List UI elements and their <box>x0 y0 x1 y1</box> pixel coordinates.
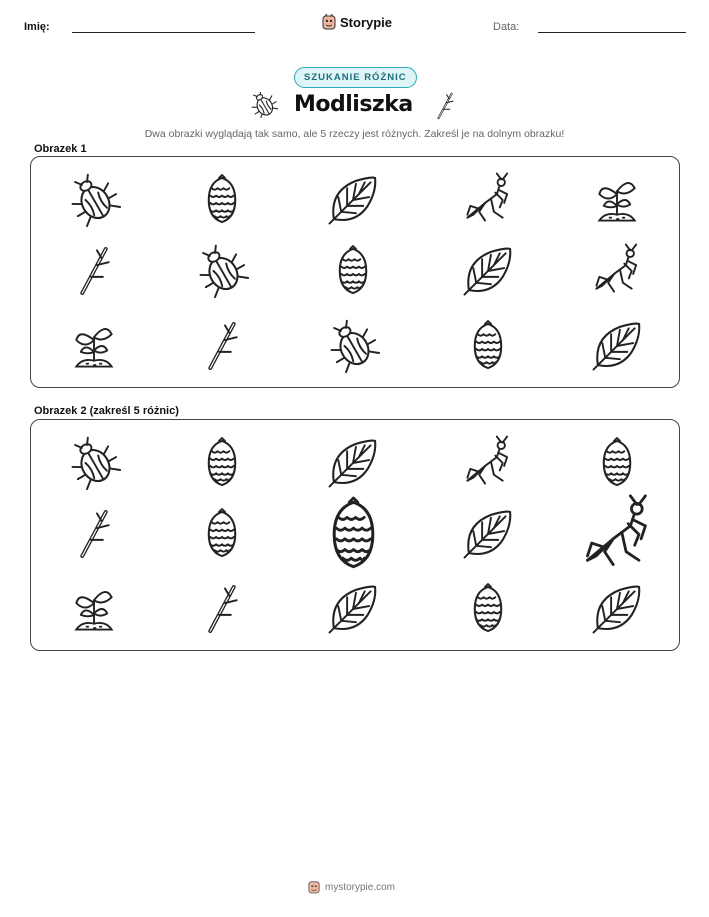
pinecone-icon[interactable] <box>317 498 390 571</box>
brand-name: Storypie <box>340 14 393 30</box>
twig-icon <box>69 246 119 296</box>
picture2-label: Obrazek 2 (zakreśl 5 różnic) <box>34 405 179 417</box>
sprout-icon <box>592 175 642 225</box>
mantis-icon[interactable] <box>463 438 513 488</box>
instructions: Dwa obrazki wyglądają tak samo, ale 5 rzeczy jest różnych. Zakreśl je na dolnym obrazku! <box>144 128 565 140</box>
beetle-icon <box>69 175 119 225</box>
sprout-icon <box>69 321 119 371</box>
page-title: Modliszka <box>294 92 413 117</box>
leaf-icon <box>463 246 513 296</box>
storypie-mascot-icon <box>322 14 336 30</box>
leaf-icon[interactable] <box>592 584 642 634</box>
name-label: Imię: <box>24 21 50 33</box>
date-field[interactable] <box>538 32 686 33</box>
name-field[interactable] <box>72 32 255 33</box>
leaf-icon[interactable] <box>463 509 513 559</box>
beetle-icon[interactable] <box>69 438 119 488</box>
leaf-icon <box>592 321 642 371</box>
pinecone-icon <box>328 246 378 296</box>
pinecone-icon[interactable] <box>592 438 642 488</box>
brand-logo <box>322 14 392 30</box>
picture2-panel[interactable] <box>30 419 680 651</box>
leaf-icon[interactable] <box>328 584 378 634</box>
leaf-icon[interactable] <box>328 438 378 488</box>
mantis-icon[interactable] <box>581 498 654 571</box>
pinecone-icon[interactable] <box>197 438 247 488</box>
worksheet-type-badge: SZUKANIE RÓŻNIC <box>294 67 417 88</box>
footer <box>308 880 395 894</box>
sprout-icon[interactable] <box>69 584 119 634</box>
footer-url: mystorypie.com <box>325 881 396 893</box>
picture1-label: Obrazek 1 <box>34 143 87 155</box>
pinecone-icon[interactable] <box>463 584 513 634</box>
mantis-icon <box>463 175 513 225</box>
leaf-icon <box>328 175 378 225</box>
beetle-icon <box>328 321 378 371</box>
twig-icon[interactable] <box>69 509 119 559</box>
title-beetle-icon <box>250 92 278 118</box>
twig-icon <box>197 321 247 371</box>
mantis-icon <box>592 246 642 296</box>
date-label: Data: <box>493 21 520 33</box>
picture1-panel <box>30 156 680 388</box>
title-twig-icon <box>432 92 458 120</box>
pinecone-icon <box>463 321 513 371</box>
pinecone-icon[interactable] <box>197 509 247 559</box>
pinecone-icon <box>197 175 247 225</box>
twig-icon[interactable] <box>197 584 247 634</box>
beetle-icon <box>197 246 247 296</box>
storypie-mascot-icon <box>308 880 320 894</box>
